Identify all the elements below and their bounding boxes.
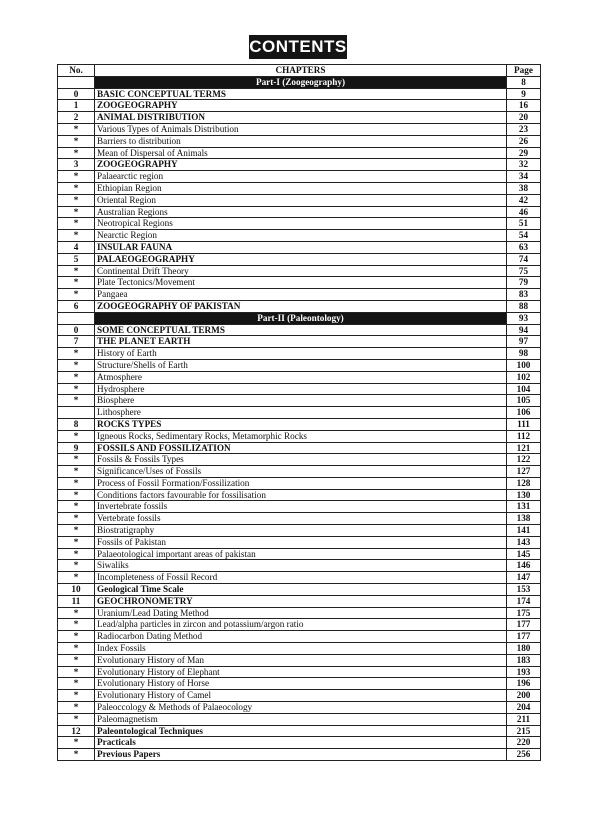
chapter-title: Nearctic Region — [95, 230, 507, 242]
chapter-title: Paleomagnetism — [95, 713, 507, 725]
table-row — [58, 454, 541, 466]
chapter-number: * — [58, 383, 95, 395]
chapter-title: ZOOGEOGRAPHY — [95, 159, 507, 171]
chapter-number: * — [58, 454, 95, 466]
page-number: 130 — [507, 489, 541, 501]
chapter-number: * — [58, 218, 95, 230]
chapter-number: * — [58, 277, 95, 289]
page-number: 131 — [507, 501, 541, 513]
chapter-title: Hydrosphere — [95, 383, 507, 395]
chapter-number: 3 — [58, 159, 95, 171]
page-number: 153 — [507, 584, 541, 596]
table-row — [58, 548, 541, 560]
chapter-number: * — [58, 678, 95, 690]
chapter-title: Igneous Rocks, Sedimentary Rocks, Metamorphic Rocks — [95, 430, 507, 442]
chapter-title: Plate Tectonics/Movement — [95, 277, 507, 289]
table-row — [58, 123, 541, 135]
page-number: 93 — [507, 312, 541, 324]
page-number: 128 — [507, 477, 541, 489]
header-page: Page — [507, 65, 541, 77]
table-row — [58, 253, 541, 265]
table-row — [58, 371, 541, 383]
page-number: 175 — [507, 607, 541, 619]
chapter-title: ZOOGEOGRAPHY — [95, 100, 507, 112]
chapter-title: Evolutionary History of Elephant — [95, 666, 507, 678]
chapter-title: Radiocarbon Dating Method — [95, 631, 507, 643]
page-number: 204 — [507, 702, 541, 714]
chapter-number: * — [58, 466, 95, 478]
chapter-number: * — [58, 348, 95, 360]
chapter-title: Australian Regions — [95, 206, 507, 218]
page-number: 94 — [507, 324, 541, 336]
chapter-title: ZOOGEOGRAPHY OF PAKISTAN — [95, 300, 507, 312]
chapter-number: 7 — [58, 336, 95, 348]
table-row — [58, 654, 541, 666]
chapter-title: Invertebrate fossils — [95, 501, 507, 513]
table-row — [58, 100, 541, 112]
table-row — [58, 348, 541, 360]
table-row — [58, 631, 541, 643]
chapter-number: * — [58, 619, 95, 631]
page-number: 100 — [507, 359, 541, 371]
page-number: 193 — [507, 666, 541, 678]
table-row — [58, 194, 541, 206]
chapter-number: * — [58, 513, 95, 525]
table-row — [58, 737, 541, 749]
table-row — [58, 418, 541, 430]
chapter-title: Oriental Region — [95, 194, 507, 206]
chapter-title: Significance/Uses of Fossils — [95, 466, 507, 478]
header-chapters: CHAPTERS — [95, 65, 507, 77]
page-number: 196 — [507, 678, 541, 690]
chapter-title: Evolutionary History of Horse — [95, 678, 507, 690]
contents-title: CONTENTS — [249, 35, 347, 59]
page-number: 146 — [507, 560, 541, 572]
table-row — [58, 713, 541, 725]
chapter-title: Biostratigraphy — [95, 525, 507, 537]
chapter-title: Fossils & Fossils Types — [95, 454, 507, 466]
chapter-title: Geological Time Scale — [95, 584, 507, 596]
chapter-title: Evolutionary History of Man — [95, 654, 507, 666]
chapter-title: Vertebrate fossils — [95, 513, 507, 525]
page-number: 32 — [507, 159, 541, 171]
part-title: Part-I (Zoogeography) — [95, 76, 507, 88]
chapter-number: 0 — [58, 324, 95, 336]
page-number: 54 — [507, 230, 541, 242]
table-body — [58, 76, 541, 760]
chapter-title: History of Earth — [95, 348, 507, 360]
chapter-title: Previous Papers — [95, 749, 507, 761]
chapter-title: Mean of Dispersal of Animals — [95, 147, 507, 159]
page-number: 177 — [507, 631, 541, 643]
chapter-title: Lead/alpha particles in zircon and potassium/argon ratio — [95, 619, 507, 631]
table-row — [58, 206, 541, 218]
table-row — [58, 300, 541, 312]
chapter-number: * — [58, 171, 95, 183]
page-number: 88 — [507, 300, 541, 312]
table-row — [58, 430, 541, 442]
chapter-number: * — [58, 395, 95, 407]
page-number: 121 — [507, 442, 541, 454]
page-number: 20 — [507, 112, 541, 124]
page-number: 42 — [507, 194, 541, 206]
chapter-number: * — [58, 749, 95, 761]
chapter-number: * — [58, 690, 95, 702]
table-row — [58, 182, 541, 194]
page-number: 29 — [507, 147, 541, 159]
table-row — [58, 595, 541, 607]
table-row — [58, 619, 541, 631]
table-row — [58, 265, 541, 277]
table-row — [58, 666, 541, 678]
table-row — [58, 159, 541, 171]
chapter-number: 8 — [58, 418, 95, 430]
chapter-number: 0 — [58, 88, 95, 100]
chapter-number: * — [58, 666, 95, 678]
page-number: 97 — [507, 336, 541, 348]
page-number: 79 — [507, 277, 541, 289]
chapter-number: * — [58, 182, 95, 194]
chapter-number: * — [58, 135, 95, 147]
chapter-title: Lithosphere — [95, 407, 507, 419]
part-header-row — [58, 76, 541, 88]
table-row — [58, 277, 541, 289]
chapter-number: * — [58, 572, 95, 584]
table-row — [58, 359, 541, 371]
chapter-title: Palaearctic region — [95, 171, 507, 183]
chapter-number: * — [58, 560, 95, 572]
chapter-number: * — [58, 194, 95, 206]
page-number: 26 — [507, 135, 541, 147]
chapter-title: Uranium/Lead Dating Method — [95, 607, 507, 619]
table-row — [58, 395, 541, 407]
table-row — [58, 725, 541, 737]
chapter-number — [58, 312, 95, 324]
chapter-number: * — [58, 631, 95, 643]
chapter-title: GEOCHRONOMETRY — [95, 595, 507, 607]
page-number: 256 — [507, 749, 541, 761]
chapter-number: * — [58, 147, 95, 159]
chapter-title: Process of Fossil Formation/Fossilization — [95, 477, 507, 489]
table-row — [58, 477, 541, 489]
page-number: 127 — [507, 466, 541, 478]
table-row — [58, 513, 541, 525]
chapter-number: 12 — [58, 725, 95, 737]
table-row — [58, 383, 541, 395]
page-number: 105 — [507, 395, 541, 407]
page-number: 147 — [507, 572, 541, 584]
chapter-number: 10 — [58, 584, 95, 596]
chapter-title: Fossils of Pakistan — [95, 536, 507, 548]
chapter-title: ANIMAL DISTRIBUTION — [95, 112, 507, 124]
chapter-number — [58, 407, 95, 419]
page-number: 122 — [507, 454, 541, 466]
chapter-number: * — [58, 525, 95, 537]
chapter-title: Barriers to distribution — [95, 135, 507, 147]
chapter-number: * — [58, 289, 95, 301]
chapter-title: Structure/Shells of Earth — [95, 359, 507, 371]
chapter-number: 4 — [58, 241, 95, 253]
page-number: 220 — [507, 737, 541, 749]
page-number: 104 — [507, 383, 541, 395]
chapter-number: 11 — [58, 595, 95, 607]
page-number: 145 — [507, 548, 541, 560]
table-row — [58, 218, 541, 230]
chapter-title: Paleoccology & Methods of Palaeocology — [95, 702, 507, 714]
chapter-number: 2 — [58, 112, 95, 124]
page-number: 106 — [507, 407, 541, 419]
page-number: 23 — [507, 123, 541, 135]
chapter-title: Evolutionary History of Camel — [95, 690, 507, 702]
chapter-title: Index Fossils — [95, 643, 507, 655]
table-row — [58, 678, 541, 690]
page-number: 38 — [507, 182, 541, 194]
table-row — [58, 643, 541, 655]
page-number: 102 — [507, 371, 541, 383]
chapter-number: * — [58, 230, 95, 242]
table-row — [58, 536, 541, 548]
chapter-title: Practicals — [95, 737, 507, 749]
chapter-title: THE PLANET EARTH — [95, 336, 507, 348]
table-row — [58, 112, 541, 124]
chapter-number: * — [58, 654, 95, 666]
table-row — [58, 407, 541, 419]
chapter-number: * — [58, 371, 95, 383]
chapter-number: * — [58, 737, 95, 749]
table-row — [58, 135, 541, 147]
page-number: 215 — [507, 725, 541, 737]
chapter-title: PALAEOGEOGRAPHY — [95, 253, 507, 265]
page-number: 75 — [507, 265, 541, 277]
page-number: 63 — [507, 241, 541, 253]
table-row — [58, 289, 541, 301]
chapter-title: INSULAR FAUNA — [95, 241, 507, 253]
chapter-number: * — [58, 265, 95, 277]
chapter-title: Incompleteness of Fossil Record — [95, 572, 507, 584]
table-row — [58, 501, 541, 513]
table-row — [58, 466, 541, 478]
header-no: No. — [58, 65, 95, 77]
table-row — [58, 584, 541, 596]
page-number: 46 — [507, 206, 541, 218]
chapter-title: Ethiopian Region — [95, 182, 507, 194]
chapter-number: * — [58, 536, 95, 548]
table-row — [58, 702, 541, 714]
table-header-row — [58, 65, 541, 77]
table-row — [58, 241, 541, 253]
chapter-number: * — [58, 607, 95, 619]
table-row — [58, 324, 541, 336]
chapter-number: * — [58, 548, 95, 560]
page-number: 74 — [507, 253, 541, 265]
page-number: 183 — [507, 654, 541, 666]
page-number: 138 — [507, 513, 541, 525]
chapter-title: Conditions factors favourable for fossilisation — [95, 489, 507, 501]
chapter-title: Continental Drift Theory — [95, 265, 507, 277]
chapter-title: FOSSILS AND FOSSILIZATION — [95, 442, 507, 454]
chapter-title: Various Types of Animals Distribution — [95, 123, 507, 135]
part-header-row — [58, 312, 541, 324]
part-title: Part-II (Paleontology) — [95, 312, 507, 324]
table-row — [58, 749, 541, 761]
table-row — [58, 690, 541, 702]
chapter-title: BASIC CONCEPTUAL TERMS — [95, 88, 507, 100]
page-number: 16 — [507, 100, 541, 112]
chapter-title: Pangaea — [95, 289, 507, 301]
table-row — [58, 147, 541, 159]
chapter-number: * — [58, 123, 95, 135]
chapter-title: Palaeotological important areas of pakistan — [95, 548, 507, 560]
page-number: 174 — [507, 595, 541, 607]
table-row — [58, 171, 541, 183]
page-number: 112 — [507, 430, 541, 442]
table-row — [58, 607, 541, 619]
page-number: 177 — [507, 619, 541, 631]
page-number: 143 — [507, 536, 541, 548]
chapter-title: Atmosphere — [95, 371, 507, 383]
chapter-title: ROCKS TYPES — [95, 418, 507, 430]
page-number: 211 — [507, 713, 541, 725]
table-row — [58, 572, 541, 584]
chapter-number: 9 — [58, 442, 95, 454]
chapter-title: Siwaliks — [95, 560, 507, 572]
chapter-number — [58, 76, 95, 88]
page-number: 83 — [507, 289, 541, 301]
chapter-number: * — [58, 477, 95, 489]
page-number: 200 — [507, 690, 541, 702]
chapter-number: * — [58, 643, 95, 655]
table-row — [58, 525, 541, 537]
contents-table — [57, 64, 541, 761]
chapter-number: * — [58, 206, 95, 218]
table-row — [58, 560, 541, 572]
page-number: 98 — [507, 348, 541, 360]
page-number: 8 — [507, 76, 541, 88]
chapter-number: * — [58, 430, 95, 442]
page-number: 180 — [507, 643, 541, 655]
table-row — [58, 336, 541, 348]
page-number: 141 — [507, 525, 541, 537]
chapter-number: 5 — [58, 253, 95, 265]
page-number: 34 — [507, 171, 541, 183]
page-number: 111 — [507, 418, 541, 430]
chapter-number: * — [58, 501, 95, 513]
chapter-title: SOME CONCEPTUAL TERMS — [95, 324, 507, 336]
chapter-number: * — [58, 359, 95, 371]
table-row — [58, 88, 541, 100]
table-row — [58, 230, 541, 242]
chapter-title: Paleontological Techniques — [95, 725, 507, 737]
chapter-title: Neotropical Regions — [95, 218, 507, 230]
table-row — [58, 489, 541, 501]
chapter-number: * — [58, 489, 95, 501]
chapter-title: Biosphere — [95, 395, 507, 407]
chapter-number: * — [58, 702, 95, 714]
chapter-number: * — [58, 713, 95, 725]
page-number: 51 — [507, 218, 541, 230]
chapter-number: 6 — [58, 300, 95, 312]
chapter-number: 1 — [58, 100, 95, 112]
table-row — [58, 442, 541, 454]
page-number: 9 — [507, 88, 541, 100]
